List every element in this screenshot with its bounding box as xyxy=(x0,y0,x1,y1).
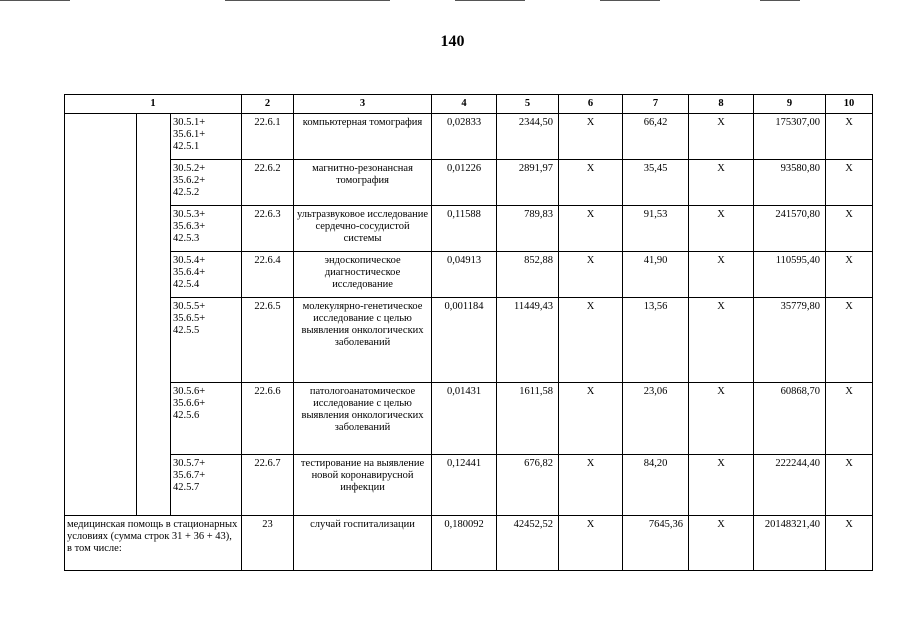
row-c4: 0,001184 xyxy=(432,298,497,383)
header-cell-1: 1 xyxy=(65,95,242,114)
table-row xyxy=(65,206,873,252)
header-cell-7: 7 xyxy=(623,95,689,114)
row-name: молекулярно-генетическое исследование с целью выявления онкологических заболеваний xyxy=(294,298,432,383)
row-c4: 0,01431 xyxy=(432,383,497,455)
row-c5: 789,83 xyxy=(497,206,559,252)
row-line-number: 22.6.5 xyxy=(242,298,294,383)
subgroup-blank-cell xyxy=(137,114,171,516)
row-c6: X xyxy=(559,114,623,160)
row-c6: X xyxy=(559,383,623,455)
row-c7: 66,42 xyxy=(623,114,689,160)
row-c7: 35,45 xyxy=(623,160,689,206)
total-c7: 7645,36 xyxy=(623,516,689,571)
total-c8: X xyxy=(689,516,754,571)
row-name: компьютерная томография xyxy=(294,114,432,160)
row-codes: 30.5.7+ 35.6.7+ 42.5.7 xyxy=(171,455,242,516)
row-c8: X xyxy=(689,160,754,206)
row-c6: X xyxy=(559,252,623,298)
header-cell-8: 8 xyxy=(689,95,754,114)
header-cell-2: 2 xyxy=(242,95,294,114)
row-c9: 35779,80 xyxy=(754,298,826,383)
header-cell-3: 3 xyxy=(294,95,432,114)
row-c7: 23,06 xyxy=(623,383,689,455)
header-cell-9: 9 xyxy=(754,95,826,114)
row-c5: 11449,43 xyxy=(497,298,559,383)
row-c8: X xyxy=(689,383,754,455)
row-name: эндоскопическое диагностическое исследование xyxy=(294,252,432,298)
table-row xyxy=(65,114,873,160)
page-number: 140 xyxy=(440,33,465,50)
row-line-number: 22.6.4 xyxy=(242,252,294,298)
row-c10: X xyxy=(826,114,873,160)
row-c9: 110595,40 xyxy=(754,252,826,298)
total-c10: X xyxy=(826,516,873,571)
row-line-number: 22.6.6 xyxy=(242,383,294,455)
row-line-number: 22.6.2 xyxy=(242,160,294,206)
total-line-number: 23 xyxy=(242,516,294,571)
row-line-number: 22.6.7 xyxy=(242,455,294,516)
table-row xyxy=(65,252,873,298)
header-cell-10: 10 xyxy=(826,95,873,114)
row-c7: 91,53 xyxy=(623,206,689,252)
row-c8: X xyxy=(689,206,754,252)
row-c9: 241570,80 xyxy=(754,206,826,252)
row-codes: 30.5.6+ 35.6.6+ 42.5.6 xyxy=(171,383,242,455)
total-row xyxy=(65,516,873,571)
total-label: медицинская помощь в стационарных условиях (сумма строк 31 + 36 + 43), в том числе: xyxy=(65,516,242,571)
row-c7: 84,20 xyxy=(623,455,689,516)
row-c9: 175307,00 xyxy=(754,114,826,160)
row-line-number: 22.6.1 xyxy=(242,114,294,160)
header-cell-6: 6 xyxy=(559,95,623,114)
row-c6: X xyxy=(559,298,623,383)
row-c10: X xyxy=(826,206,873,252)
row-c7: 13,56 xyxy=(623,298,689,383)
row-c8: X xyxy=(689,298,754,383)
row-c9: 222244,40 xyxy=(754,455,826,516)
row-c8: X xyxy=(689,252,754,298)
row-c6: X xyxy=(559,455,623,516)
row-c5: 676,82 xyxy=(497,455,559,516)
row-c6: X xyxy=(559,206,623,252)
row-c10: X xyxy=(826,252,873,298)
row-c8: X xyxy=(689,455,754,516)
total-c4: 0,180092 xyxy=(432,516,497,571)
total-c6: X xyxy=(559,516,623,571)
row-name: магнитно-резонансная томография xyxy=(294,160,432,206)
row-c10: X xyxy=(826,455,873,516)
row-line-number: 22.6.3 xyxy=(242,206,294,252)
header-cell-5: 5 xyxy=(497,95,559,114)
total-name: случай госпитализации xyxy=(294,516,432,571)
table-row xyxy=(65,455,873,516)
row-c9: 60868,70 xyxy=(754,383,826,455)
table-row xyxy=(65,383,873,455)
row-c5: 1611,58 xyxy=(497,383,559,455)
row-codes: 30.5.2+ 35.6.2+ 42.5.2 xyxy=(171,160,242,206)
row-codes: 30.5.1+ 35.6.1+ 42.5.1 xyxy=(171,114,242,160)
row-c5: 2344,50 xyxy=(497,114,559,160)
row-name: тестирование на выявление новой коронавирусной инфекции xyxy=(294,455,432,516)
total-c5: 42452,52 xyxy=(497,516,559,571)
row-c7: 41,90 xyxy=(623,252,689,298)
row-c4: 0,04913 xyxy=(432,252,497,298)
row-c5: 2891,97 xyxy=(497,160,559,206)
scan-top-edge xyxy=(0,0,905,2)
table-row xyxy=(65,298,873,383)
row-c10: X xyxy=(826,298,873,383)
row-name: патологоанатомическое исследование с целью выявления онкологических заболеваний xyxy=(294,383,432,455)
row-codes: 30.5.4+ 35.6.4+ 42.5.4 xyxy=(171,252,242,298)
data-table xyxy=(64,94,873,571)
row-c4: 0,12441 xyxy=(432,455,497,516)
row-c4: 0,11588 xyxy=(432,206,497,252)
row-c9: 93580,80 xyxy=(754,160,826,206)
row-codes: 30.5.5+ 35.6.5+ 42.5.5 xyxy=(171,298,242,383)
row-c10: X xyxy=(826,383,873,455)
total-c9: 20148321,40 xyxy=(754,516,826,571)
table-row xyxy=(65,160,873,206)
row-c5: 852,88 xyxy=(497,252,559,298)
group-blank-cell xyxy=(65,114,137,516)
row-c4: 0,01226 xyxy=(432,160,497,206)
header-cell-4: 4 xyxy=(432,95,497,114)
row-c10: X xyxy=(826,160,873,206)
row-c6: X xyxy=(559,160,623,206)
row-name: ультразвуковое исследование сердечно-сосудистой системы xyxy=(294,206,432,252)
row-c4: 0,02833 xyxy=(432,114,497,160)
row-codes: 30.5.3+ 35.6.3+ 42.5.3 xyxy=(171,206,242,252)
row-c8: X xyxy=(689,114,754,160)
header-row xyxy=(65,95,873,114)
